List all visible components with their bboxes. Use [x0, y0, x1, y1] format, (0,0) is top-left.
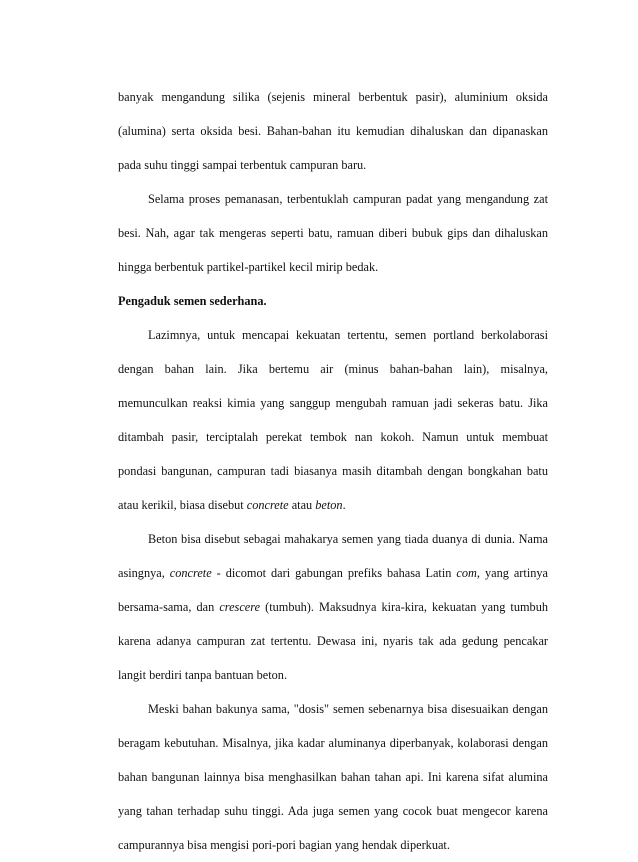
text-line: [118, 658, 548, 692]
text-segment: Selama proses pemanasan, terbentuklah campuran padat yang mengandung zat: [148, 192, 548, 206]
text-segment: dengan bahan lain. Jika bertemu air (minus bahan-bahan lain), misalnya,: [118, 362, 548, 376]
text-segment: yang tahan terhadap suhu tinggi. Ada juga semen yang cocok buat mengecor karena: [118, 804, 548, 818]
text-segment: .: [342, 498, 346, 512]
text-segment: pondasi bangunan, campuran tadi biasanya masih ditambah dengan bongkahan batu: [118, 464, 548, 478]
text-segment: Pengaduk semen sederhana.: [118, 294, 267, 308]
text-line: [118, 624, 548, 658]
text-segment: memunculkan reaksi kimia yang sanggup mengubah ramuan jadi sekeras batu. Jika: [118, 396, 548, 410]
text-segment: atau kerikil, biasa disebut: [118, 498, 247, 512]
text-line: [118, 352, 548, 386]
text-segment: karena adanya campuran zat tertentu. Dewasa ini, nyaris tak ada gedung pencakar: [118, 634, 548, 648]
italic-term: crescere: [219, 600, 261, 614]
italic-term: beton: [315, 498, 343, 512]
text-line: [118, 726, 548, 760]
text-segment: - dicomot dari gabungan prefiks bahasa Latin: [211, 566, 457, 580]
text-line: [118, 454, 548, 488]
text-segment: bahan bangunan lainnya bisa menghasilkan bahan tahan api. Ini karena sifat alumina: [118, 770, 548, 784]
text-line: [118, 828, 548, 862]
text-line: [118, 182, 548, 216]
text-segment: beragam kebutuhan. Misalnya, jika kadar aluminanya diperbanyak, kolaborasi dengan: [118, 736, 548, 750]
text-line: [118, 522, 548, 556]
text-segment: ditambah pasir, terciptalah perekat tembok nan kokoh. Namun untuk membuat: [118, 430, 548, 444]
italic-term: concrete: [169, 566, 212, 580]
text-line: [118, 488, 548, 522]
text-line: [118, 386, 548, 420]
text-segment: (tumbuh). Maksudnya kira-kira, kekuatan yang tumbuh: [260, 600, 548, 614]
document-page: [118, 80, 548, 862]
section-heading: [118, 284, 548, 318]
text-segment: bersama-sama, dan: [118, 600, 220, 614]
text-line: [118, 760, 548, 794]
text-segment: Lazimnya, untuk mencapai kekuatan tertentu, semen portland berkolaborasi: [148, 328, 548, 342]
text-line: [118, 794, 548, 828]
text-segment: campurannya bisa mengisi pori-pori bagian yang hendak diperkuat.: [118, 838, 450, 852]
italic-term: com: [456, 566, 477, 580]
text-line: [118, 420, 548, 454]
italic-term: concrete: [246, 498, 289, 512]
text-line: [118, 318, 548, 352]
text-segment: besi. Nah, agar tak mengeras seperti batu, ramuan diberi bubuk gips dan dihaluskan: [118, 226, 548, 240]
text-segment: Beton bisa disebut sebagai mahakarya semen yang tiada duanya di dunia. Nama: [148, 532, 548, 546]
text-line: [118, 556, 548, 590]
text-line: [118, 216, 548, 250]
text-segment: Meski bahan bakunya sama, "dosis" semen sebenarnya bisa disesuaikan dengan: [148, 702, 548, 716]
text-segment: langit berdiri tanpa bantuan beton.: [118, 668, 288, 682]
text-segment: atau: [288, 498, 316, 512]
text-line: [118, 590, 548, 624]
text-line: [118, 692, 548, 726]
text-line: [118, 148, 548, 182]
text-segment: , yang artinya: [476, 566, 548, 580]
text-line: [118, 80, 548, 114]
text-line: [118, 250, 548, 284]
text-segment: hingga berbentuk partikel-partikel kecil mirip bedak.: [118, 260, 379, 274]
text-segment: (alumina) serta oksida besi. Bahan-bahan itu kemudian dihaluskan dan dipanaskan: [118, 124, 548, 138]
text-segment: asingnya,: [118, 566, 170, 580]
text-segment: pada suhu tinggi sampai terbentuk campuran baru.: [118, 158, 367, 172]
text-line: [118, 114, 548, 148]
text-segment: banyak mengandung silika (sejenis mineral berbentuk pasir), aluminium oksida: [118, 90, 548, 104]
